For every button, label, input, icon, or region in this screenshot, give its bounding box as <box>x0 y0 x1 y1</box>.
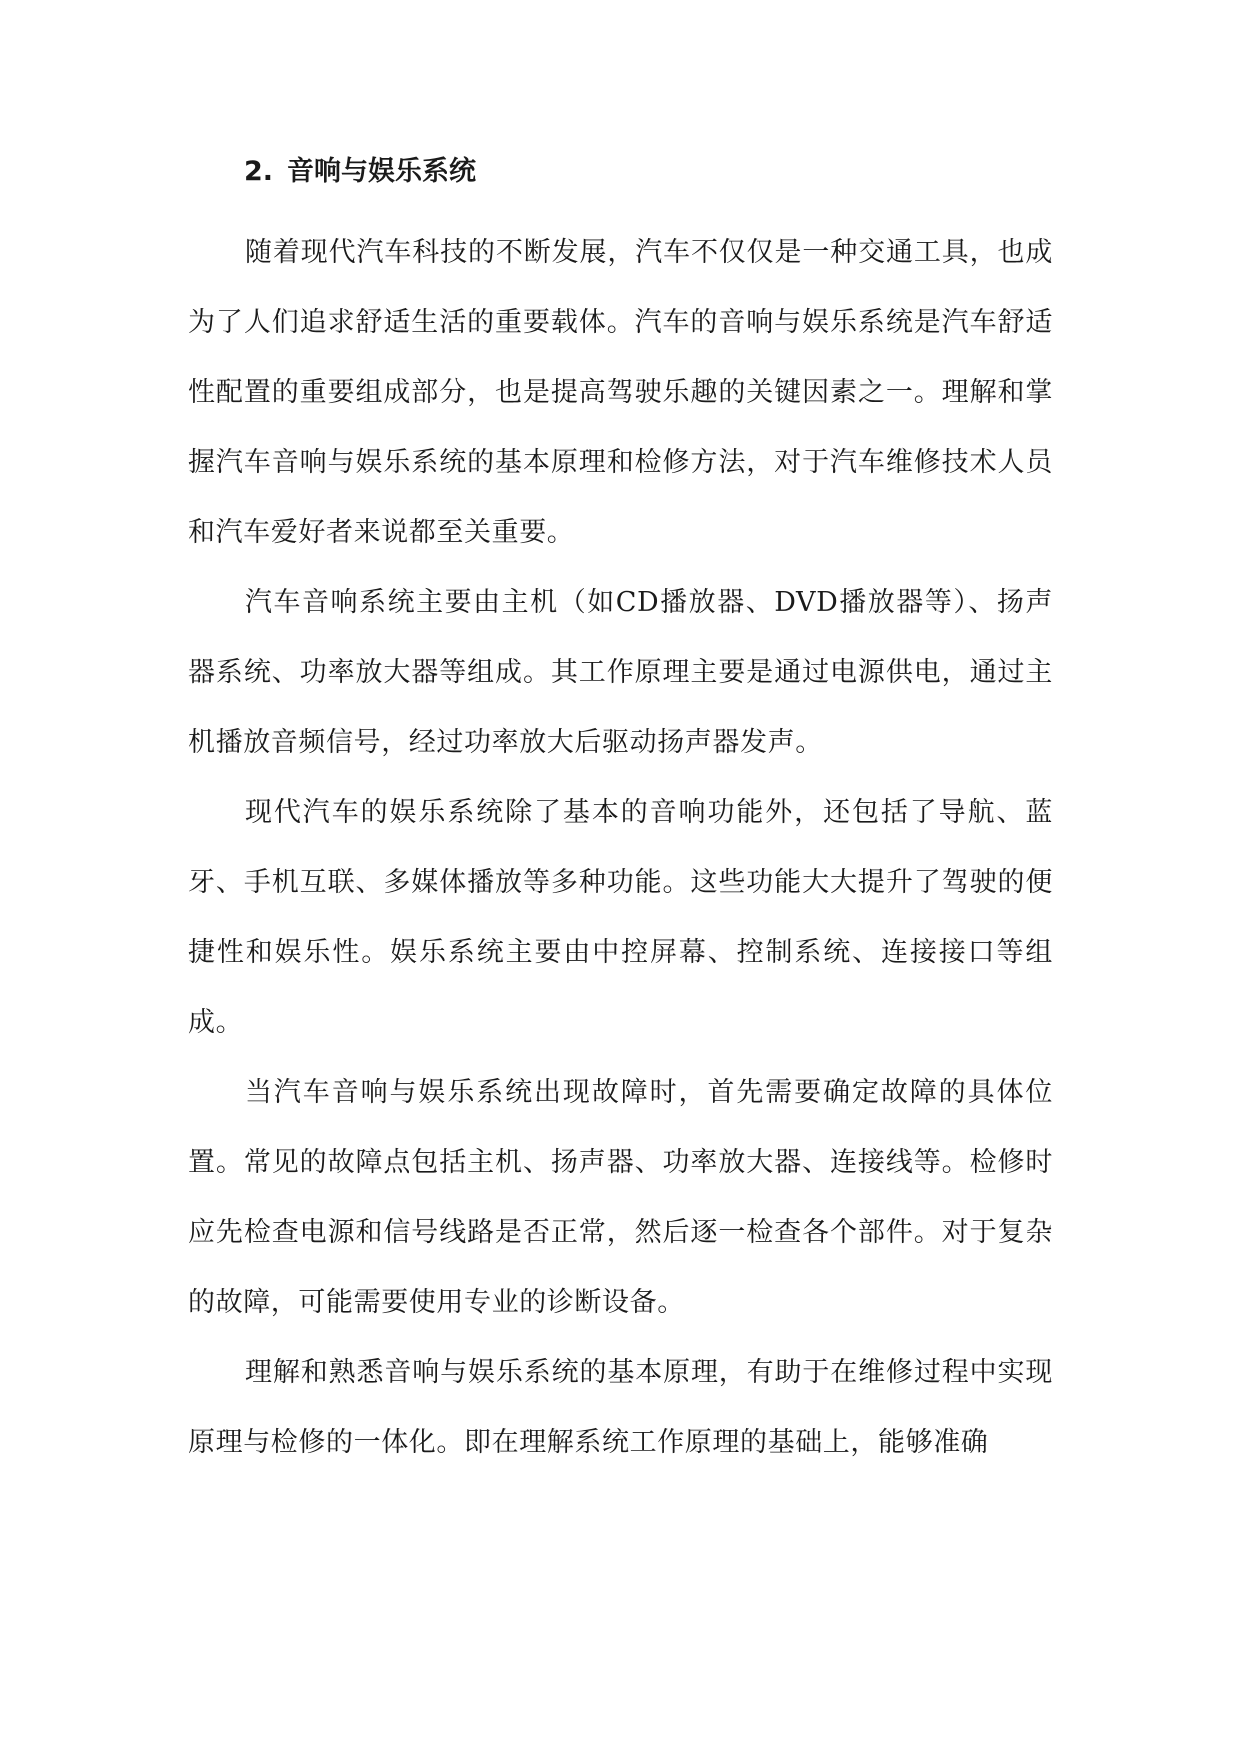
section-number: 2. <box>244 156 274 187</box>
paragraph-integration: 理解和熟悉音响与娱乐系统的基本原理，有助于在维修过程中实现原理与检修的一体化。即在理解系统工作原理的基础上，能够准确 <box>188 1357 1053 1458</box>
section-title: 音响与娱乐系统 <box>287 156 477 187</box>
paragraph-troubleshooting: 当汽车音响与娱乐系统出现故障时，首先需要确定故障的具体位置。常见的故障点包括主机、扬声器、功率放大器、连接线等。检修时应先检查电源和信号线路是否正常，然后逐一检查各个部件。对于复杂的故障，可能需要使用专业的诊断设备。 <box>188 1077 1053 1318</box>
paragraph-audio-system: 汽车音响系统主要由主机（如CD播放器、DVD播放器等）、扬声器系统、功率放大器等组成。其工作原理主要是通过电源供电，通过主机播放音频信号，经过功率放大后驱动扬声器发声。 <box>188 587 1053 758</box>
page-content <box>188 150 1053 1478</box>
section-heading <box>244 150 1053 194</box>
paragraph-entertainment-system: 现代汽车的娱乐系统除了基本的音响功能外，还包括了导航、蓝牙、手机互联、多媒体播放等多种功能。这些功能大大提升了驾驶的便捷性和娱乐性。娱乐系统主要由中控屏幕、控制系统、连接接口等组成。 <box>188 797 1053 1038</box>
paragraph-intro: 随着现代汽车科技的不断发展，汽车不仅仅是一种交通工具，也成为了人们追求舒适生活的重要载体。汽车的音响与娱乐系统是汽车舒适性配置的重要组成部分，也是提高驾驶乐趣的关键因素之一。理解和掌握汽车音响与娱乐系统的基本原理和检修方法，对于汽车维修技术人员和汽车爱好者来说都至关重要。 <box>188 237 1053 548</box>
